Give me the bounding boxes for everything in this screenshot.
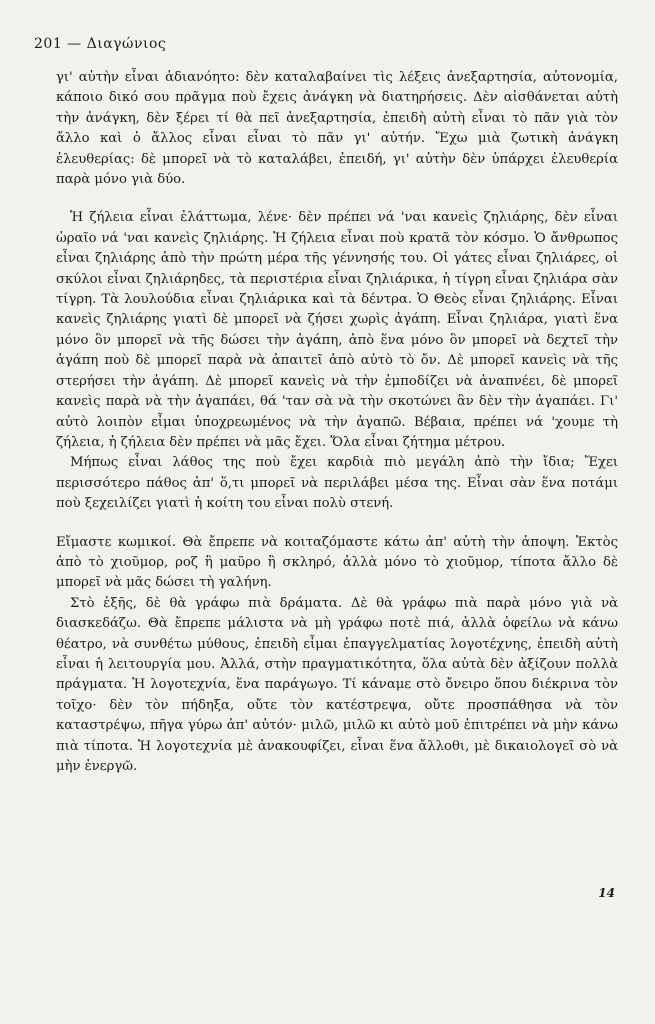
paragraph-5: Στὸ ἑξῆς, δὲ θὰ γράφω πιὰ δράματα. Δὲ θὰ γράφω πιὰ παρὰ μόνο γιὰ νὰ διασκεδάζω. Θὰ ἔπρεπε μάλιστα νὰ μὴ γράφω ποτὲ πιά, ἀλλὰ ὀφείλω νὰ κάνω θέατρο, νὰ συνθέτω μύθους, ἐπειδὴ εἶμαι ἐπαγγελματίας λογοτέχνης, ἐπειδὴ αὐτὴ εἶναι ἡ λειτουργία μου. Ἀλλά, στὴν πραγματικότητα, ὅλα αὐτὰ δὲν ἀξίζουν πολλὰ πράγματα. Ἡ λογοτεχνία, ἕνα παράγωγο. Τί κάναμε στὸ ὄνειρο ὅπου διέκρινα τὸν τοῖχο· δὲν τὸν πήδηξα, οὔτε τὸν κατέστρεψα, οὔτε προσπάθησα νὰ τὸν καταστρέψω, πῆγα γύρω ἀπ' αὐτόν· μιλῶ, μιλῶ κι αὐτὸ μοῦ ἐπιτρέπει νὰ μὴν κάνω πιὰ τίποτα. Ἡ λογοτεχνία μὲ ἀνακουφίζει, εἶναι ἕνα ἄλλοθι, μὲ δικαιολογεῖ σὸ νὰ μὴν ἐνεργῶ. [56, 595, 618, 774]
paragraph-3: Μήπως εἶναι λάθος της ποὺ ἔχει καρδιὰ πιὸ μεγάλη ἀπὸ τὴν ἴδια; Ἔχει περισσότερο πάθος ἀπ' ὅ,τι μπορεῖ νὰ περιλάβει μέσα της. Εἶναι σὰν ἕνα ποτάμι ποὺ ξεχειλίζει γιατὶ ἡ κοίτη του εἶναι πολὺ στενή. [56, 455, 618, 512]
body-text [56, 68, 618, 777]
signature-mark: 14 [598, 886, 615, 900]
paragraph-4: Εἴμαστε κωμικοί. Θὰ ἔπρεπε νὰ κοιταζόμαστε κάτω ἀπ' αὐτὴ τὴν ἀποψη. Ἐκτὸς ἀπὸ τὸ χιοῦμορ, ροζ ἢ μαῦρο ἢ σκληρό, ἀλλὰ μόνο τὸ χιοῦμορ, τίποτα ἄλλο δὲ μπορεῖ νὰ μᾶς δώσει τὴ γαλήνη. [56, 534, 618, 591]
running-head: 201 — Διαγώνιος [34, 36, 167, 52]
paragraph-2: Ἡ ζήλεια εἶναι ἐλάττωμα, λένε· δὲν πρέπει νά 'ναι κανεὶς ζηλιάρης, δὲν εἶναι ὡραῖο νά 'ναι κανεὶς ζηλιάρης. Ἡ ζήλεια εἶναι ποὺ κρατᾶ τὸν κόσμο. Ὁ ἄνθρωπος εἶναι ζηλιάρης ἀπὸ τὴν πρώτη μέρα τῆς γέννησής του. Οἱ γάτες εἶναι ζηλιάρες, οἱ σκύλοι εἶναι ζηλιάρηδες, τὰ περιστέρια εἶναι ζηλιάρικα, ἡ τίγρη εἶναι ζηλιάρα σὰν τίγρη. Τὰ λουλούδια εἶναι ζηλιάρικα καὶ τὰ δέντρα. Ὁ Θεὸς εἶναι ζηλιάρης. Εἶναι κανεὶς ζηλιάρης γιατὶ δὲ μπορεῖ νὰ ζήσει χωρὶς ἀγάπη. Εἶναι ζηλιάρα, γιατὶ ἕνα μόνο ὃν μπορεῖ νὰ τῆς δώσει τὴν ἀγάπη, ἀπὸ ἕνα μόνο ὃν μπορεῖ νὰ δεχτεῖ τὴν ἀγάπη ποὺ δὲ μπορεῖ παρὰ νὰ ἀπαιτεῖ ἀπὸ αὐτὸ τὸ ὄν. Δὲ μπορεῖ κανεὶς νὰ τῆς στερήσει τὴν ἀγάπη. Δὲ μπορεῖ κανεὶς νὰ τὴν ἐμποδίζει νὰ ἀναπνέει, δὲ μπορεῖ κανεὶς παρὰ νὰ τὴν ἀγαπάει, θά 'ταν σὰ νὰ τὴν σκοτώνει ἂν δὲν τὴν ἀγαπάει. Γι' αὐτὸ λοιπὸν εἶμαι ὑποχρεωμένος νὰ τὴν ἀγαπῶ. Βέβαια, πρέπει νά 'χουμε τὴ ζήλεια, ἡ ζήλεια δὲν πρέπει νὰ μᾶς ἔχει. Ὅλα εἶναι ζήτημα μέτρου. [56, 210, 618, 450]
paragraph-1: γι' αὐτὴν εἶναι ἀδιανόητο: δὲν καταλαβαίνει τὶς λέξεις ἀνεξαρτησία, αὐτονομία, κάποιο δικό σου πρᾶγμα ποὺ ἔχεις ἀνάγκη νὰ διατηρήσεις. Δὲν αἰσθάνεται αὐτὴ τὴν ἀνάγκη, δὲν ξέρει τί θὰ πεῖ ἀνεξαρτησία, ἐπειδὴ αὐτὴ εἶναι τὸ πᾶν γιὰ τὸν ἄλλο καὶ ὁ ἄλλος εἶναι εἶναι τὸ πᾶν γι' αὐτήν. Ἔχω μιὰ ζωτικὴ ἀνάγκη ἐλευθερίας: δὲ μπορεῖ νὰ τὸ καταλάβει, ἐπειδή, γι' αὐτὴν δὲν ὑπάρχει ἐλευθερία παρὰ μόνο γιὰ δύο. [56, 70, 618, 188]
